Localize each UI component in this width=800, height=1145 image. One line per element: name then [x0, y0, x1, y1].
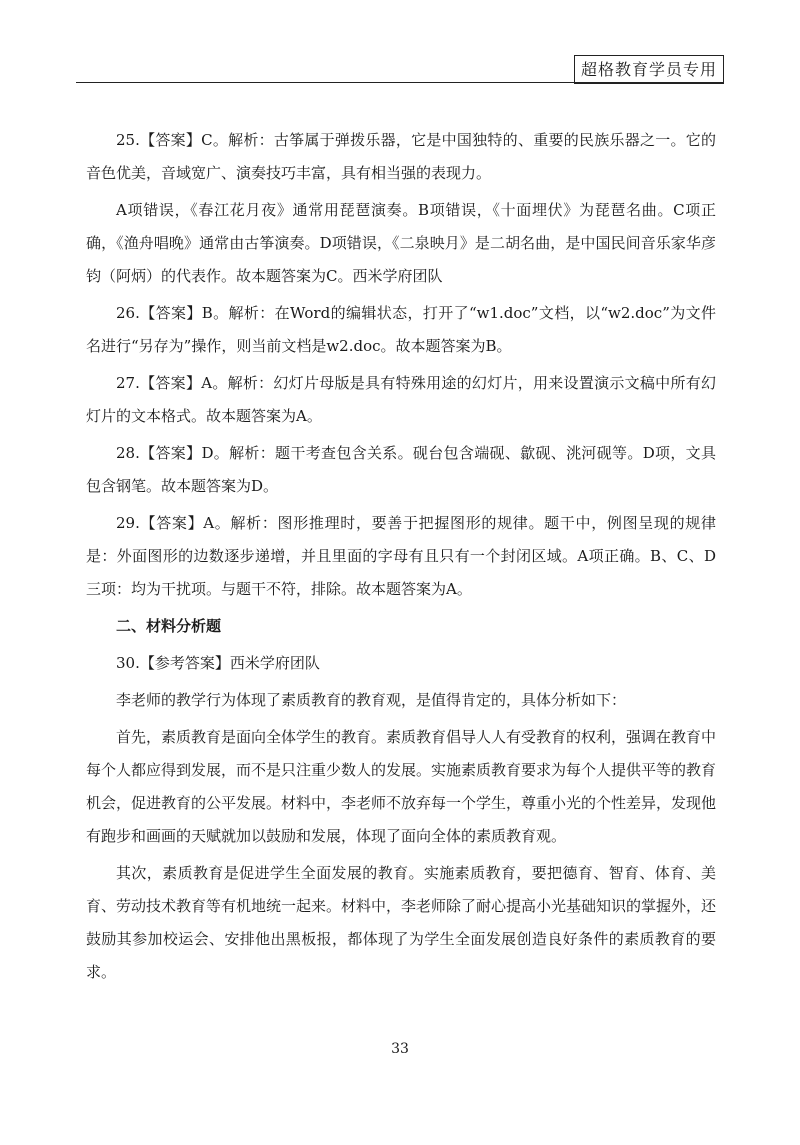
- answer-28: 28.【答案】D。解析：题干考查包含关系。砚台包含端砚、歙砚、洮河砚等。D项，文具包含钢笔。故本题答案为D。: [86, 444, 716, 495]
- answer-30-intro: 李老师的教学行为体现了素质教育的教育观，是值得肯定的，具体分析如下：: [116, 691, 627, 709]
- answer-25-options: A项错误，《春江花月夜》通常用琵琶演奏。B项错误，《十面埋伏》为琵琶名曲。C项正确，《渔舟唱晚》通常由古筝演奏。D项错误，《二泉映月》是二胡名曲，是中国民间音乐家华彦钧（阿炳）的代表作。故本题答案为C。西米学府团队: [86, 201, 716, 285]
- answer-30-para2: 其次，素质教育是促进学生全面发展的教育。实施素质教育，要把德育、智育、体育、美育、劳动技术教育等有机地统一起来。材料中，李老师除了耐心提高小光基础知识的掌握外，还鼓励其参加校运会、安排他出黑板报，都体现了为学生全面发展创造良好条件的素质教育的要求。: [86, 864, 717, 981]
- section-title: 二、材料分析题: [116, 617, 222, 635]
- page-number: 33: [391, 1041, 409, 1057]
- answer-29: 29.【答案】A。解析：图形推理时，要善于把握图形的规律。题干中，例图呈现的规律是：外面图形的边数逐步递增，并且里面的字母有且只有一个封闭区域。A项正确。B、C、D三项：均为干扰项。与题干不符，排除。故本题答案为A。: [86, 514, 716, 598]
- answer-27: 27.【答案】A。解析：幻灯片母版是具有特殊用途的幻灯片，用来设置演示文稿中所有幻灯片的文本格式。故本题答案为A。: [86, 374, 716, 425]
- answer-26: 26.【答案】B。解析：在Word的编辑状态，打开了“w1.doc”文档，以“w2.doc”为文件名进行“另存为”操作，则当前文档是w2.doc。故本题答案为B。: [86, 304, 716, 355]
- answer-25: 25.【答案】C。解析：古筝属于弹拨乐器，它是中国独特的、重要的民族乐器之一。它的音色优美，音域宽广、演奏技巧丰富，具有相当强的表现力。: [86, 131, 716, 182]
- answer-30-label: 30.【参考答案】西米学府团队: [116, 654, 320, 672]
- answer-30-para1: 首先，素质教育是面向全体学生的教育。素质教育倡导人人有受教育的权利，强调在教育中每个人都应得到发展，而不是只注重少数人的发展。实施素质教育要求为每个人提供平等的教育机会，促进教育的公平发展。材料中，李老师不放弃每一个学生，尊重小光的个性差异，发现他有跑步和画画的天赋就加以鼓励和发展，体现了面向全体的素质教育观。: [86, 728, 717, 845]
- header-rule: [76, 82, 724, 83]
- page-content: [86, 124, 716, 993]
- header-label: 超格教育学员专用: [574, 55, 724, 84]
